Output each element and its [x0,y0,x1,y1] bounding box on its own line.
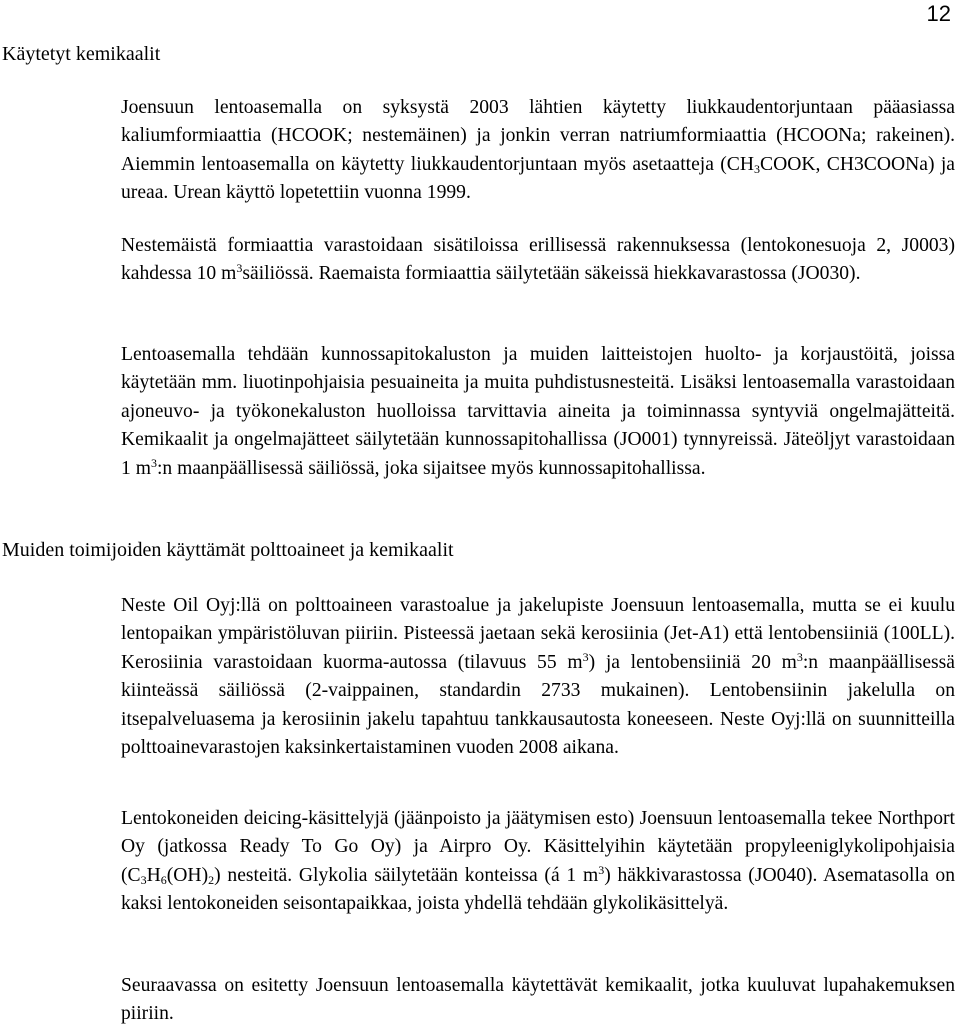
text-run: :n maanpäällisessä kiinteässä säiliössä (2-vaippainen, standardin 2733 mukainen). Lentobensiinin jakelulla on itsepalveluasema ja kerosiinin jakelu tapahtuu tankkausautosta koneeseen. Neste Oyj:llä on suunnitteilla polttoainevarastojen kaksinkertaistaminen vuoden 2008 aikana. [121,651,955,759]
superscript: 3 [796,649,803,664]
subscript: 3 [140,872,147,887]
text-run: Seuraavassa on esitetty Joensuun lentoasemalla käytettävät kemikaalit, jotka kuuluvat lupahakemuksen piiriin. [121,975,955,1025]
text-run: :n maanpäällisessä säiliössä, joka sijaitsee myös kunnossapitohallissa. [156,457,706,479]
text-run: H [146,864,161,886]
text-run: Lentoasemalla tehdään kunnossapitokaluston ja muiden laitteistojen huolto- ja korjaustöitä, joissa käytetään mm. liuotinpohjaisia pesuaineita ja muita puhdistusnesteitä. Lisäksi lentoasemalla varastoidaan ajoneuvo- ja työkonekaluston huolloissa tarvittavia aineita ja toiminnassa syntyviä ongelmajätteitä. Kemikaalit ja ongelmajätteet säilytetään kunnossapitohallissa (JO001) tynnyreissä. Jäteöljyt varastoidaan 1 m [121,344,955,479]
text-run: (OH) [166,864,209,886]
paragraph-formiate-storage [121,232,955,289]
superscript: 3 [598,862,605,877]
text-run: COOK, CH3COONa) ja ureaa. Urean käyttö lopetettiin vuonna 1999. [121,153,955,204]
text-run: Neste Oil Oyj:llä on polttoaineen varastoalue ja jakelupiste Joensuun lentoasemalla, mutta se ei kuulu lentopaikan ympäristöluvan piiriin. Pisteessä jaetaan sekä kerosiinia (Jet-A1) että lentobensiiniä (100LL). Kerosiinia varastoidaan kuorma-autossa (tilavuus 55 m [121,595,955,673]
subscript: 2 [208,872,215,887]
subscript: 6 [160,872,167,887]
page-number: 12 [926,1,951,26]
paragraph-fuel-storage [121,592,955,762]
text-run: Lentokoneiden deicing-käsittelyjä (jäänpoisto ja jäätymisen esto) Joensuun lentoasemalla tekee Northport Oy (jatkossa Ready To Go Oy) ja Airpro Oy. Käsittelyihin käytetään propyleeniglykolipohjaisia (C [121,808,955,886]
text-run: ) nesteitä. Glykolia säilytetään konteissa (á 1 m [214,864,599,886]
paragraph-deicing-chemicals [121,94,955,208]
paragraph-aircraft-deicing [121,805,955,919]
text-run: säiliössä. Raemaista formiaattia säilytetään säkeissä hiekkavarastossa (JO030). [242,263,861,285]
section-heading-chemicals: Käytetyt kemikaalit [2,43,161,65]
text-run: ) häkkivarastossa (JO040). Asematasolla on kaksi lentokoneiden seisontapaikkaa, joista yhdellä tehdään glykolikäsittelyä. [121,864,955,915]
paragraph-chemicals-list-intro [121,972,955,1029]
superscript: 3 [582,649,589,664]
superscript: 3 [236,261,243,276]
text-run: Joensuun lentoasemalla on syksystä 2003 lähtien käytetty liukkaudentorjuntaan pääasiassa kaliumformiaattia (HCOOK; nestemäinen) ja jonkin verran natriumformiaattia (HCOONa; rakeinen). Aiemmin lentoasemalla on käytetty liukkaudentorjuntaan myös asetaatteja (CH [121,97,955,175]
superscript: 3 [150,455,157,470]
text-run: Nestemäistä formiaattia varastoidaan sisätiloissa erillisessä rakennuksessa (lentokonesuoja 2, J0003) kahdessa 10 m [121,235,955,285]
section-heading-other-operators: Muiden toimijoiden käyttämät polttoaineet ja kemikaalit [2,539,454,561]
text-run: ) ja lentobensiiniä 20 m [588,651,797,673]
subscript: 3 [754,161,761,176]
paragraph-maintenance-chemicals [121,341,955,483]
